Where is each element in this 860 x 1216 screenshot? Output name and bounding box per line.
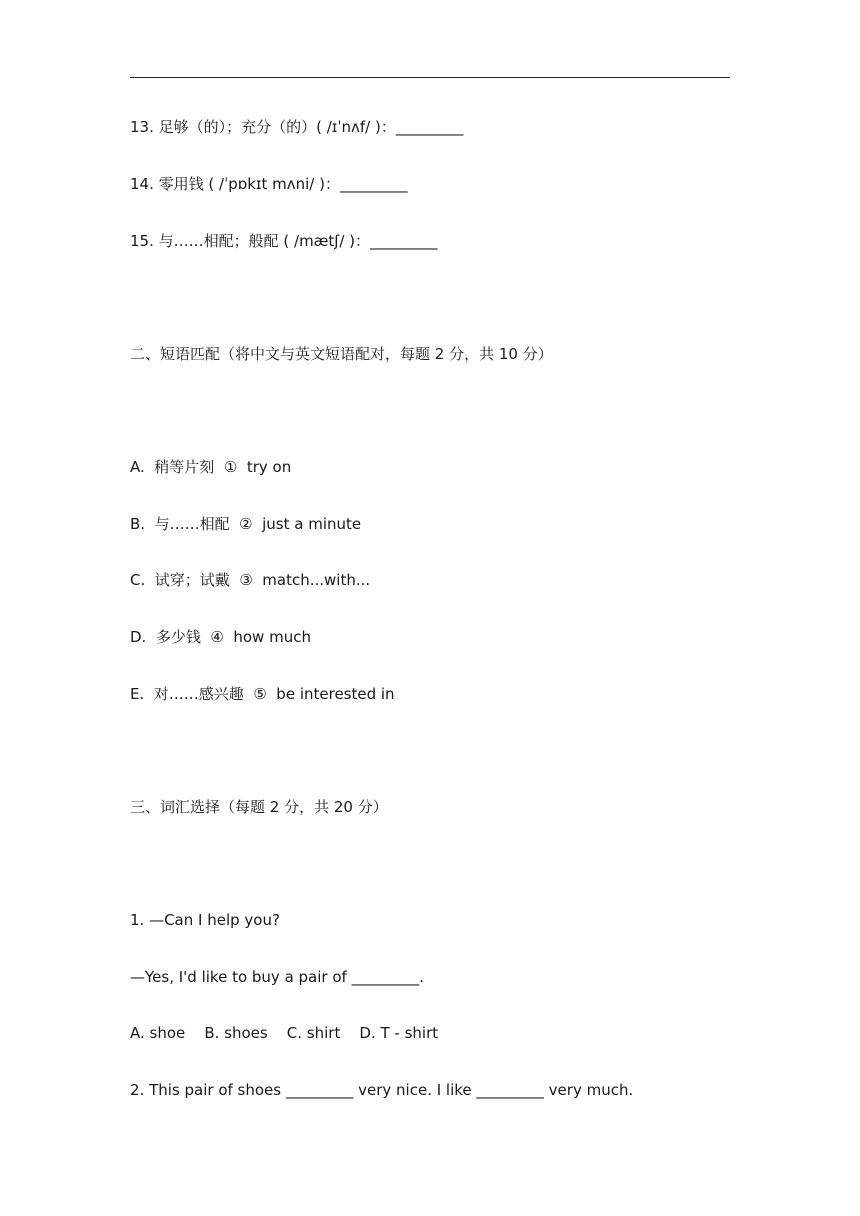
vocab-item-14: 14. 零用钱 ( /ˈpɒkɪt mʌni/ )：_________	[130, 175, 408, 193]
question-2-prompt: 2. This pair of shoes _________ very nice. I like _________ very much.	[130, 1081, 634, 1099]
vocab-item-15: 15. 与……相配；般配 ( /mætʃ/ )：_________	[130, 232, 438, 250]
phrase-pair-e: E. 对……感兴趣 ⑤ be interested in	[130, 685, 395, 703]
phrase-pair-b: B. 与……相配 ② just a minute	[130, 515, 362, 533]
section-2-heading: 二、短语匹配（将中文与英文短语配对，每题 2 分，共 10 分）	[130, 345, 553, 363]
section-3-heading: 三、词汇选择（每题 2 分，共 20 分）	[130, 798, 388, 816]
phrase-pair-c: C. 试穿；试戴 ③ match...with...	[130, 571, 371, 589]
question-1-options: A. shoe B. shoes C. shirt D. T - shirt	[130, 1024, 439, 1042]
vocab-item-13: 13. 足够（的）；充分（的）( /ɪˈnʌf/ )：_________	[130, 118, 464, 136]
phrase-pair-a: A. 稍等片刻 ① try on	[130, 458, 292, 476]
header-rule	[130, 77, 730, 78]
phrase-pair-d: D. 多少钱 ④ how much	[130, 628, 311, 646]
question-1-prompt: 1. —Can I help you?	[130, 911, 280, 929]
question-1-response: —Yes, I'd like to buy a pair of _________.	[130, 968, 424, 986]
